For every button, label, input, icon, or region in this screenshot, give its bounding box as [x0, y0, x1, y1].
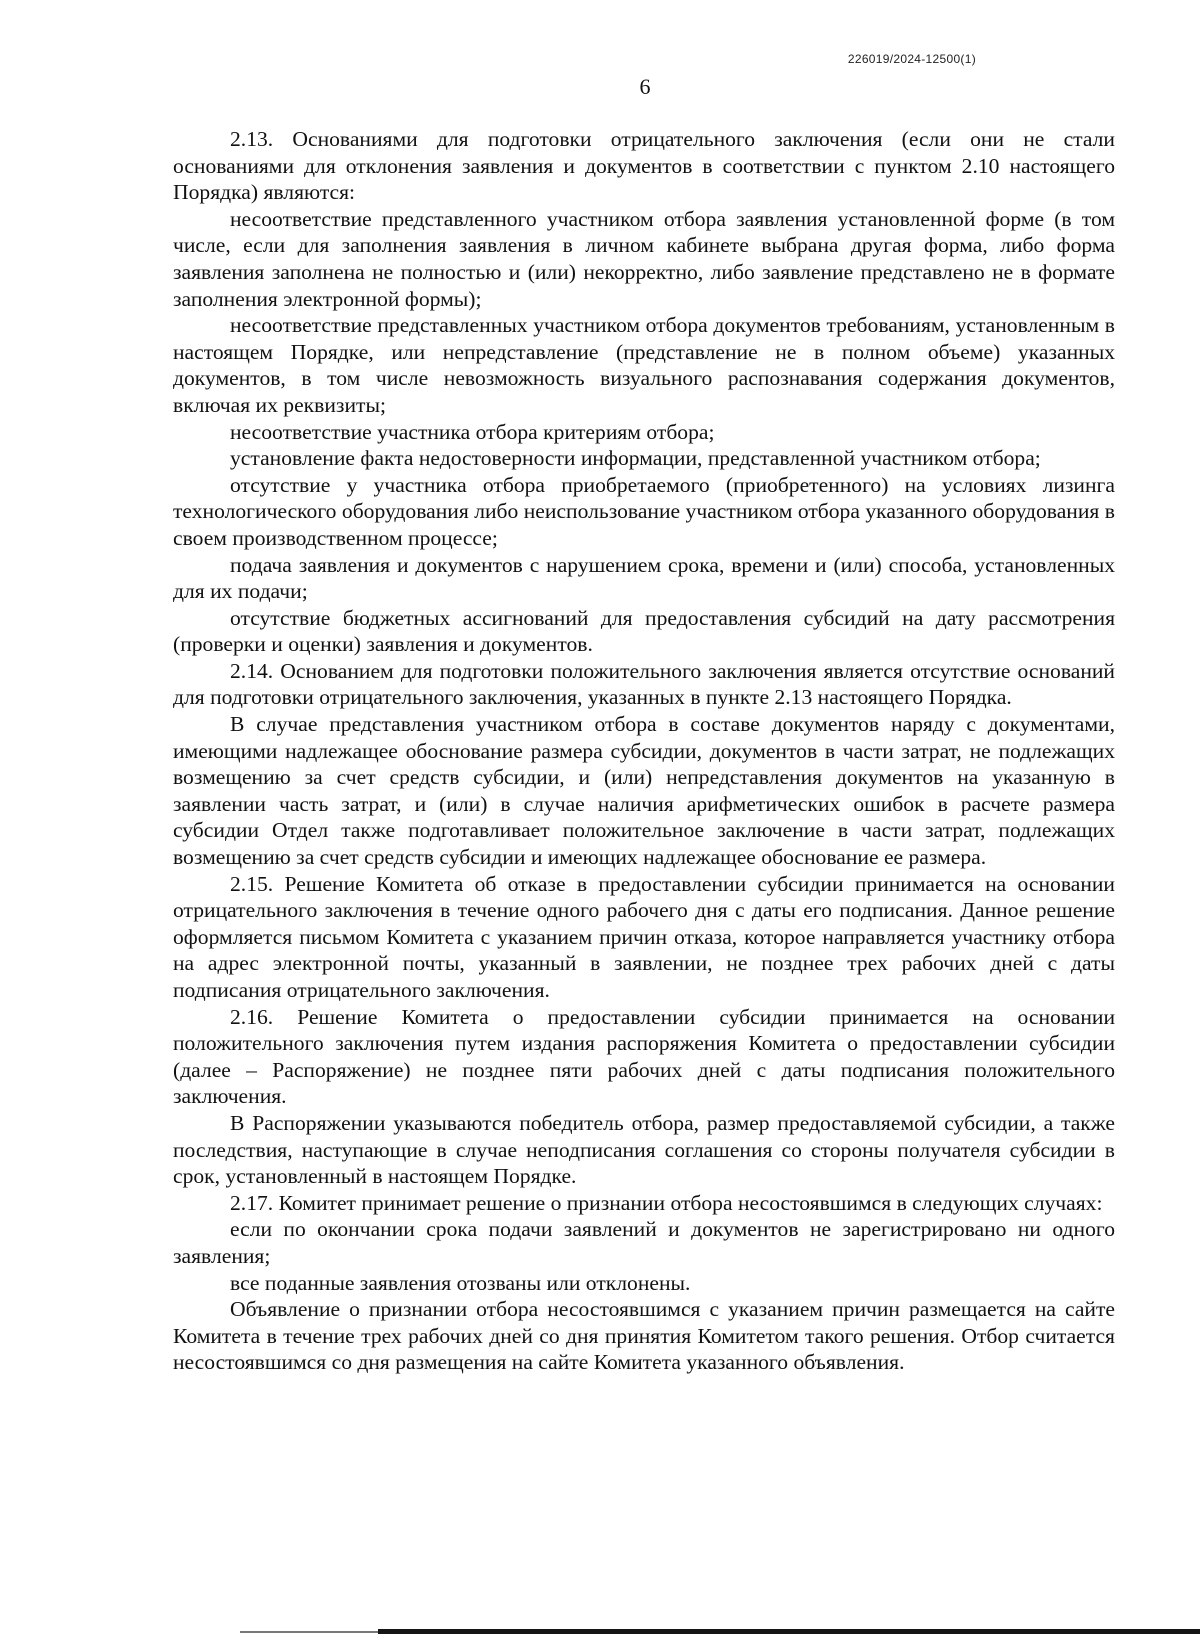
list-item-no-applications: если по окончании срока подачи заявлений и документов не зарегистрировано ни одного заявления; [173, 1217, 1115, 1268]
list-item-no-equipment: отсутствие у участника отбора приобретаемого (приобретенного) на условиях лизинга технологического оборудования либо неиспользование участником отбора указанного оборудования в своем производственном процессе; [173, 472, 1115, 550]
list-item-documents-mismatch: несоответствие представленных участником отбора документов требованиям, установленным в настоящем Порядке, или непредставление (представление не в полном объеме) указанных документов, в том числе невозможность визуального распознавания содержания документов, включая их реквизиты; [173, 313, 1115, 417]
page-number: 6 [639, 74, 651, 99]
list-item-criteria-mismatch: несоответствие участника отбора критериям отбора; [230, 419, 715, 444]
paragraph-2-17: 2.17. Комитет принимает решение о признании отбора несостоявшимся в следующих случаях: [230, 1190, 1103, 1215]
list-item-no-budget: отсутствие бюджетных ассигнований для предоставления субсидий на дату рассмотрения (проверки и оценки) заявления и документов. [173, 605, 1115, 657]
list-item-false-information: установление факта недостоверности информации, представленной участником отбора; [230, 446, 1041, 471]
paragraph-partial-costs: В случае представления участником отбора в составе документов наряду с документами, имеющими надлежащее обоснование размера субсидии, документов в части затрат, не подлежащих возмещению за счет средств субсидии, и (или) непредставления документов на указанную в заявлении часть затрат, и (или) в случае наличия арифметических ошибок в расчете размера субсидии Отдел также подготавливает положительное заключение в части затрат, подлежащих возмещению за счет средств субсидии и имеющих надлежащее обоснование ее размера. [173, 712, 1115, 870]
paragraph-announcement: Объявление о признании отбора несостоявшимся с указанием причин размещается на сайте Комитета в течение трех рабочих дней со дня принятия Комитетом такого решения. Отбор считается несостоявшимся со дня размещения на сайте Комитета указанного объявления. [173, 1297, 1115, 1375]
paragraph-2-13: 2.13. Основаниями для подготовки отрицательного заключения (если они не стали основаниями для отклонения заявления и документов в соответствии с пунктом 2.10 настоящего Порядка) являются: [173, 127, 1115, 205]
paragraph-2-16: 2.16. Решение Комитета о предоставлении субсидии принимается на основании положительного заключения путем издания распоряжения Комитета о предоставлении субсидии (далее – Распоряжение) не позднее пяти рабочих дней с даты подписания положительного заключения. [173, 1004, 1115, 1109]
paragraph-order-contents: В Распоряжении указываются победитель отбора, размер предоставляемой субсидии, а также последствия, наступающие в случае неподписания соглашения со стороны получателя субсидии в срок, установленный в настоящем Порядке. [173, 1110, 1115, 1189]
list-item-deadline-violation: подача заявления и документов с нарушением срока, времени и (или) способа, установленных для их подачи; [173, 552, 1115, 604]
document-body [173, 126, 1115, 1376]
paragraph-2-15: 2.15. Решение Комитета об отказе в предоставлении субсидии принимается на основании отрицательного заключения в течение одного рабочего дня с даты его подписания. Данное решение оформляется письмом Комитета с указанием причин отказа, которое направляется участнику отбора на адрес электронной почты, указанный в заявлении, не позднее трех рабочих дней с даты подписания отрицательного заключения. [173, 871, 1115, 1002]
scan-edge-line [378, 1629, 1200, 1634]
list-item-all-rejected: все поданные заявления отозваны или отклонены. [230, 1270, 691, 1295]
paragraph-2-14: 2.14. Основанием для подготовки положительного заключения является отсутствие оснований для подготовки отрицательного заключения, указанных в пункте 2.13 настоящего Порядка. [173, 658, 1115, 710]
scan-edge-line-thin [240, 1631, 380, 1633]
document-id: 226019/2024-12500(1) [847, 52, 976, 66]
list-item-form-mismatch: несоответствие представленного участником отбора заявления установленной форме (в том числе, если для заполнения заявления в личном кабинете выбрана другая форма, либо форма заявления заполнена не полностью и (или) некорректно, либо заявление представлено не в формате заполнения электронной формы); [173, 206, 1115, 311]
